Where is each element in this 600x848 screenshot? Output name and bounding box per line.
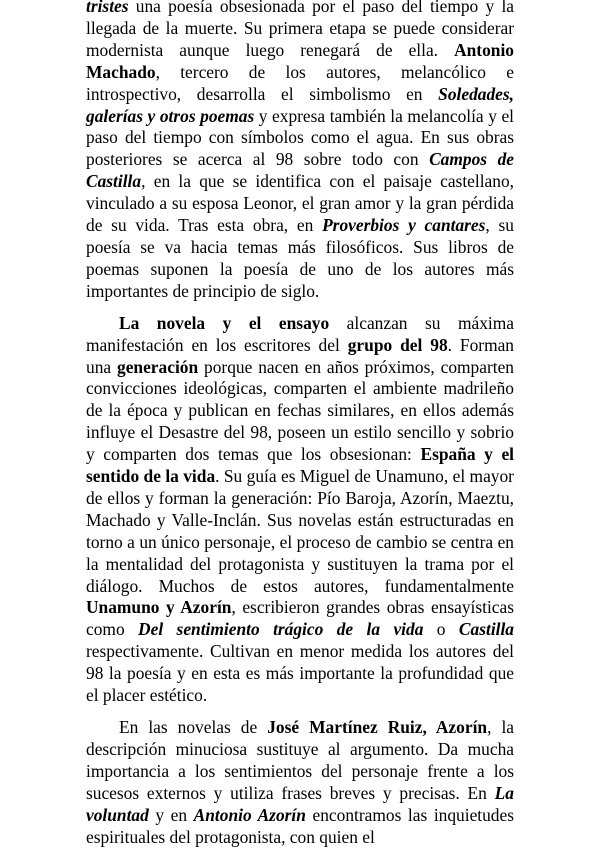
run: . Forman una [86, 334, 515, 377]
run: porque nacen en años próximos, comparten convicciones ideológicas, comparten el ambiente madrileño de la época y publican en fechas similares, en ellos además influye el Desastre del 98, poseen un estilo sencillo y sobrio y comparten dos temas que los obsesionan: [86, 356, 514, 465]
run: y expresa también la melancolía y el paso del tiempo con símbolos como el agua. En sus obras posteriores se acerca al 98 sobre todo con [86, 105, 514, 170]
run: Antonio Azorín [193, 804, 306, 825]
document-page [86, 0, 514, 848]
run: José Martínez Ruiz, Azorín [267, 717, 488, 737]
run: , su poesía se va hacia temas más filosóficos. Sus libros de poemas suponen la poesía de uno de los autores más importantes de principio de siglo. [86, 215, 514, 301]
run: Castilla [458, 619, 515, 640]
run: . Su guía es Miguel de Unamuno, el mayor de ellos y forman la generación: Pío Baroja, Azorín, Maeztu, Machado y Valle-Inclán. Sus novelas están estructuradas en torno a un único personaje, el proceso de cambio se centra en la mentalidad del protagonista y sustituyen la trama por el diálogo. Muchos de estos autores, fundamentalmente [86, 466, 514, 596]
run: , la descripción minuciosa sustituye al argumento. Da mucha importancia a los sentimientos del personaje frente a los sucesos externos y utiliza frases breves y precisas. En [86, 717, 514, 803]
run: Del sentimiento trágico de la vida [138, 619, 424, 640]
run: tristes [86, 0, 129, 16]
run: , tercero de los autores, melancólico e introspectivo, desarrolla el simbolismo en [86, 61, 514, 104]
run: , en la que se identifica con el paisaje castellano, vinculado a su esposa Leonor, el gran amor y la gran pérdida de su vida. Tras esta obra, en [86, 171, 514, 236]
run: Unamuno y Azorín [86, 597, 232, 618]
paragraph-azorin [86, 717, 514, 848]
run: España y el sentido de la vida [86, 444, 514, 487]
run: encontramos las inquietudes espirituales del protagonista, con quien el [86, 804, 514, 847]
run: respectivamente. Cultivan en menor medida los autores del 98 la poesía y en esta es más importante la profundidad que el placer estético. [86, 641, 514, 706]
run: En las novelas de [119, 717, 268, 737]
run: o [423, 619, 459, 640]
run: La novela y el ensayo [119, 312, 330, 333]
run: Soledades, galerías y otros poemas [86, 83, 514, 126]
run: La voluntad [86, 782, 514, 825]
run: y en [148, 804, 194, 825]
run: alcanzan su máxima manifestación en los escritores del [86, 312, 514, 355]
run: una poesía obsesionada por el paso del tiempo y la llegada de la muerte. Su primera etapa se puede considerar modernista aunque luego renegará de ella. [86, 0, 514, 60]
run: generación [117, 356, 199, 377]
run: Proverbios y cantares [322, 215, 486, 236]
run: Campos de Castilla [86, 149, 514, 192]
run: grupo del 98 [347, 334, 448, 355]
run: , escribieron grandes obras ensayísticas como [86, 597, 515, 640]
run: Antonio Machado [86, 39, 514, 82]
paragraph-machado [86, 0, 514, 303]
paragraph-novela-ensayo [86, 313, 514, 707]
